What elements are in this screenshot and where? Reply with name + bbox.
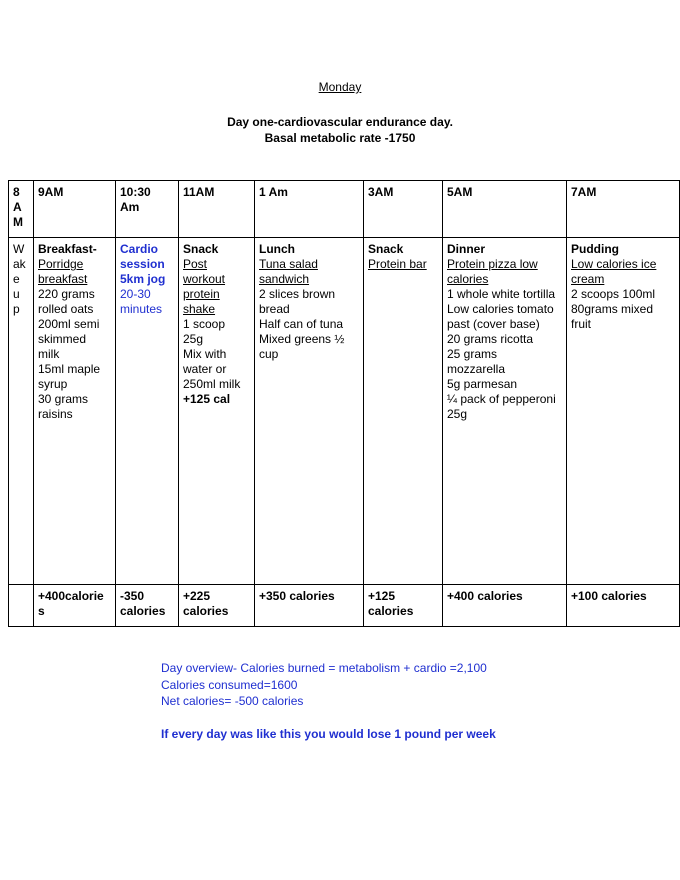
snack-shake-item: Post workout protein shake <box>183 257 226 316</box>
page-title: Monday <box>318 80 362 94</box>
subtitle-line-1: Day one-cardiovascular endurance day. <box>227 115 453 129</box>
totals-cell: +350 calories <box>255 585 364 627</box>
meal-schedule-table <box>8 180 680 627</box>
snack-shake-cell <box>179 238 255 585</box>
lunch-cell <box>255 238 364 585</box>
totals-cell: -350 calories <box>116 585 179 627</box>
header-cell: 11AM <box>179 181 255 238</box>
conclusion-text: If every day was like this you would lose 1 pound per week <box>161 727 496 741</box>
header-cell: 10:30 Am <box>116 181 179 238</box>
pudding-cell <box>567 238 680 585</box>
totals-empty-cell <box>9 585 34 627</box>
overview-line-2: Calories consumed=1600 <box>161 677 298 692</box>
overview-line-3: Net calories= -500 calories <box>161 694 304 708</box>
totals-cell: +125 calories <box>364 585 443 627</box>
header-cell: 3AM <box>364 181 443 238</box>
lunch-heading: Lunch <box>259 242 295 256</box>
dinner-details: 1 whole white tortilla Low calories tomato past (cover base) 20 grams ricotta 25 grams mozzarella 5g parmesan ¼ pack of pepperoni 25g <box>447 287 556 421</box>
snack-bar-item: Protein bar <box>368 257 427 271</box>
snack-bar-heading: Snack <box>368 242 404 256</box>
header-cell: 8 A M <box>9 181 34 238</box>
snack-shake-calories: +125 cal <box>183 392 231 406</box>
cardio-item: 5km jog <box>120 272 166 286</box>
header-row <box>9 181 680 238</box>
overview-line-1: Day overview- Calories burned = metabolism + cardio =2,100 <box>161 661 487 675</box>
snack-shake-heading: Snack <box>183 242 219 256</box>
cardio-cell <box>116 238 179 585</box>
day-overview <box>161 660 487 710</box>
totals-row <box>9 585 680 627</box>
dinner-heading: Dinner <box>447 242 486 256</box>
dinner-cell <box>443 238 567 585</box>
cardio-details: 20-30 minutes <box>120 287 163 316</box>
pudding-heading: Pudding <box>571 242 619 256</box>
totals-cell: +400 calories <box>443 585 567 627</box>
totals-cell: +100 calories <box>567 585 680 627</box>
wake-up-cell <box>9 238 34 585</box>
cardio-heading: Cardio session <box>120 242 165 271</box>
breakfast-cell <box>34 238 116 585</box>
header-cell: 7AM <box>567 181 680 238</box>
wake-up-text: W ak e u p <box>13 242 26 316</box>
breakfast-item: Porridge breakfast <box>38 257 88 286</box>
meals-row <box>9 238 680 585</box>
pudding-item: Low calories ice cream <box>571 257 657 286</box>
breakfast-heading: Breakfast- <box>38 242 97 256</box>
header-cell: 1 Am <box>255 181 364 238</box>
totals-cell: +400calorie s <box>34 585 116 627</box>
snack-bar-cell <box>364 238 443 585</box>
header-cell: 9AM <box>34 181 116 238</box>
lunch-details: 2 slices brown bread Half can of tuna Mixed greens ½ cup <box>259 287 345 361</box>
pudding-details: 2 scoops 100ml 80grams mixed fruit <box>571 287 656 331</box>
header-cell: 5AM <box>443 181 567 238</box>
dinner-item: Protein pizza low calories <box>447 257 538 286</box>
breakfast-details: 220 grams rolled oats 200ml semi skimmed milk 15ml maple syrup 30 grams raisins <box>38 287 101 421</box>
subtitle-line-2: Basal metabolic rate -1750 <box>264 131 416 145</box>
subtitle <box>0 114 680 146</box>
totals-cell: +225 calories <box>179 585 255 627</box>
snack-shake-details: 1 scoop 25g Mix with water or 250ml milk <box>183 317 241 391</box>
lunch-item: Tuna salad sandwich <box>259 257 318 286</box>
